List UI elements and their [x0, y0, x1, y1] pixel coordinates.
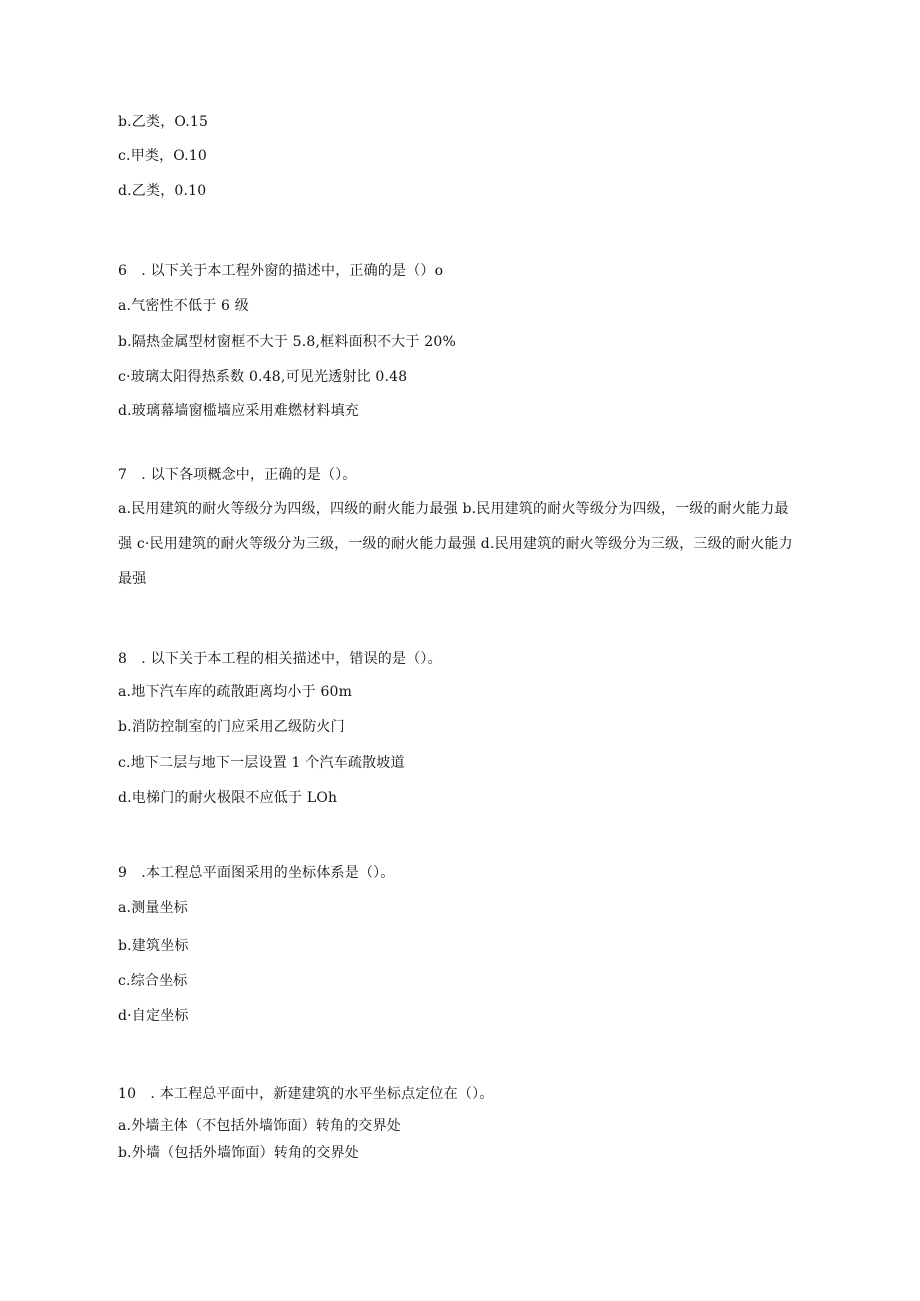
q10-option-a: a.外墙主体（不包括外墙饰面）转角的交界处 — [118, 1118, 401, 1134]
q5-option-b: b.乙类，O.15 — [118, 114, 209, 130]
q9-option-a: a.测量坐标 — [118, 900, 188, 916]
q8-question: 8 . 以下关于本工程的相关描述中，错误的是（）。 — [118, 651, 442, 667]
q8-option-a: a.地下汽车库的疏散距离均小于 60m — [118, 684, 353, 700]
q9-option-d: d·自定坐标 — [118, 1008, 189, 1024]
q6-option-a: a.气密性不低于 6 级 — [118, 298, 250, 314]
q8-option-d: d.电梯门的耐火极限不应低于 LOh — [118, 790, 338, 806]
q8-option-b: b.消防控制室的门应采用乙级防火门 — [118, 719, 345, 735]
q7-options-paragraph: a.民用建筑的耐火等级分为四级，四级的耐火能力最强 b.民用建筑的耐火等级分为四级，一级的耐火能力最强 c·民用建筑的耐火等级分为三级，一级的耐火能力最强 d.民用建筑的耐火等级分为三级，三级的耐火能力最强 — [118, 501, 793, 587]
q6-question: 6 . 以下关于本工程外窗的描述中，正确的是（）o — [118, 263, 444, 279]
q10-option-b: b.外墙（包括外墙饰面）转角的交界处 — [118, 1145, 360, 1161]
q8-option-c: c.地下二层与地下一层设置 1 个汽车疏散坡道 — [118, 755, 405, 771]
q7-question: 7 . 以下各项概念中，正确的是（）。 — [118, 467, 357, 483]
q5-option-d: d.乙类，0.10 — [118, 183, 207, 199]
q5-option-c: c.甲类，O.10 — [118, 148, 208, 164]
q9-option-c: c.综合坐标 — [118, 973, 188, 989]
q9-option-b: b.建筑坐标 — [118, 938, 189, 954]
q10-question: 10 . 本工程总平面中，新建建筑的水平坐标点定位在（）。 — [118, 1086, 494, 1102]
q9-question: 9 .本工程总平面图采用的坐标体系是（）。 — [118, 865, 395, 881]
q6-option-b: b.隔热金属型材窗框不大于 5.8,框料面积不大于 20% — [118, 334, 456, 350]
q6-option-d: d.玻璃幕墙窗槛墙应采用难燃材料填充 — [118, 403, 360, 419]
q6-option-c: c·玻璃太阳得热系数 0.48,可见光透射比 0.48 — [118, 369, 408, 385]
